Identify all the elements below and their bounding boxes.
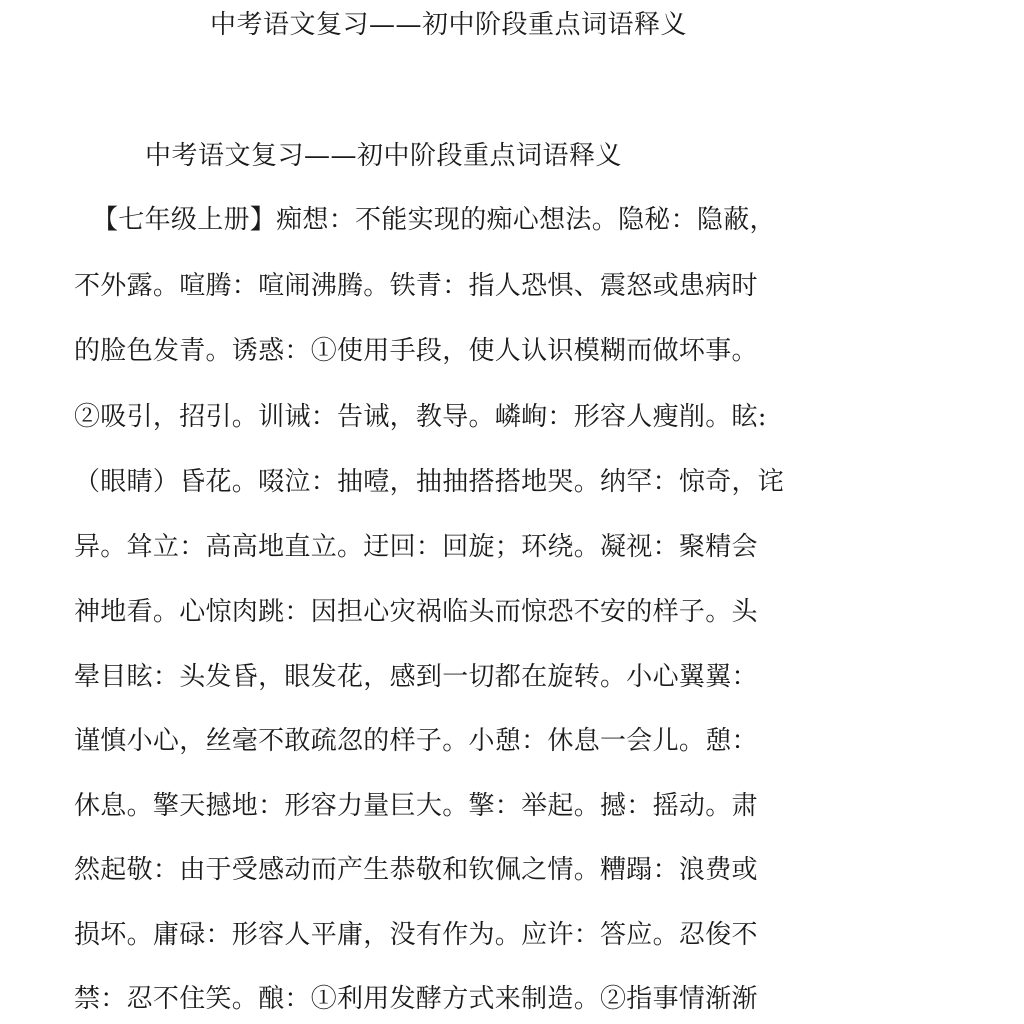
text-line: 神地看。心惊肉跳：因担心灾祸临头而惊恐不安的样子。头 — [74, 597, 758, 627]
document-title: 中考语文复习——初中阶段重点词语释义 — [145, 141, 623, 171]
text-line: 晕目眩：头发昏，眼发花，感到一切都在旋转。小心翼翼： — [74, 662, 758, 692]
text-line: 【七年级上册】痴想：不能实现的痴心想法。隐秘：隐蔽， — [92, 205, 776, 235]
text-line: 异。耸立：高高地直立。迂回：回旋；环绕。凝视：聚精会 — [74, 532, 758, 562]
text-line: 损坏。庸碌：形容人平庸，没有作为。应许：答应。忍俊不 — [74, 920, 758, 950]
text-line: 休息。擎天撼地：形容力量巨大。擎：举起。撼：摇动。肃 — [74, 791, 758, 821]
text-line: 不外露。喧腾：喧闹沸腾。铁青：指人恐惧、震怒或患病时 — [74, 271, 758, 301]
header-title: 中考语文复习——初中阶段重点词语释义 — [210, 10, 688, 40]
text-line: 的脸色发青。诱惑：①使用手段，使人认识模糊而做坏事。 — [74, 336, 758, 366]
text-line: 禁：忍不住笑。酿：①利用发酵方式来制造。②指事情渐渐 — [74, 984, 758, 1014]
text-line: ②吸引，招引。训诫：告诫，教导。嶙峋：形容人瘦削。眩: — [74, 402, 767, 432]
text-line: （眼睛）昏花。啜泣：抽噎，抽抽搭搭地哭。纳罕：惊奇，诧 — [74, 467, 785, 497]
text-line: 然起敬：由于受感动而产生恭敬和钦佩之情。糟蹋：浪费或 — [74, 855, 758, 885]
text-line: 谨慎小心，丝毫不敢疏忽的样子。小憩：休息一会儿。憩： — [74, 726, 758, 756]
